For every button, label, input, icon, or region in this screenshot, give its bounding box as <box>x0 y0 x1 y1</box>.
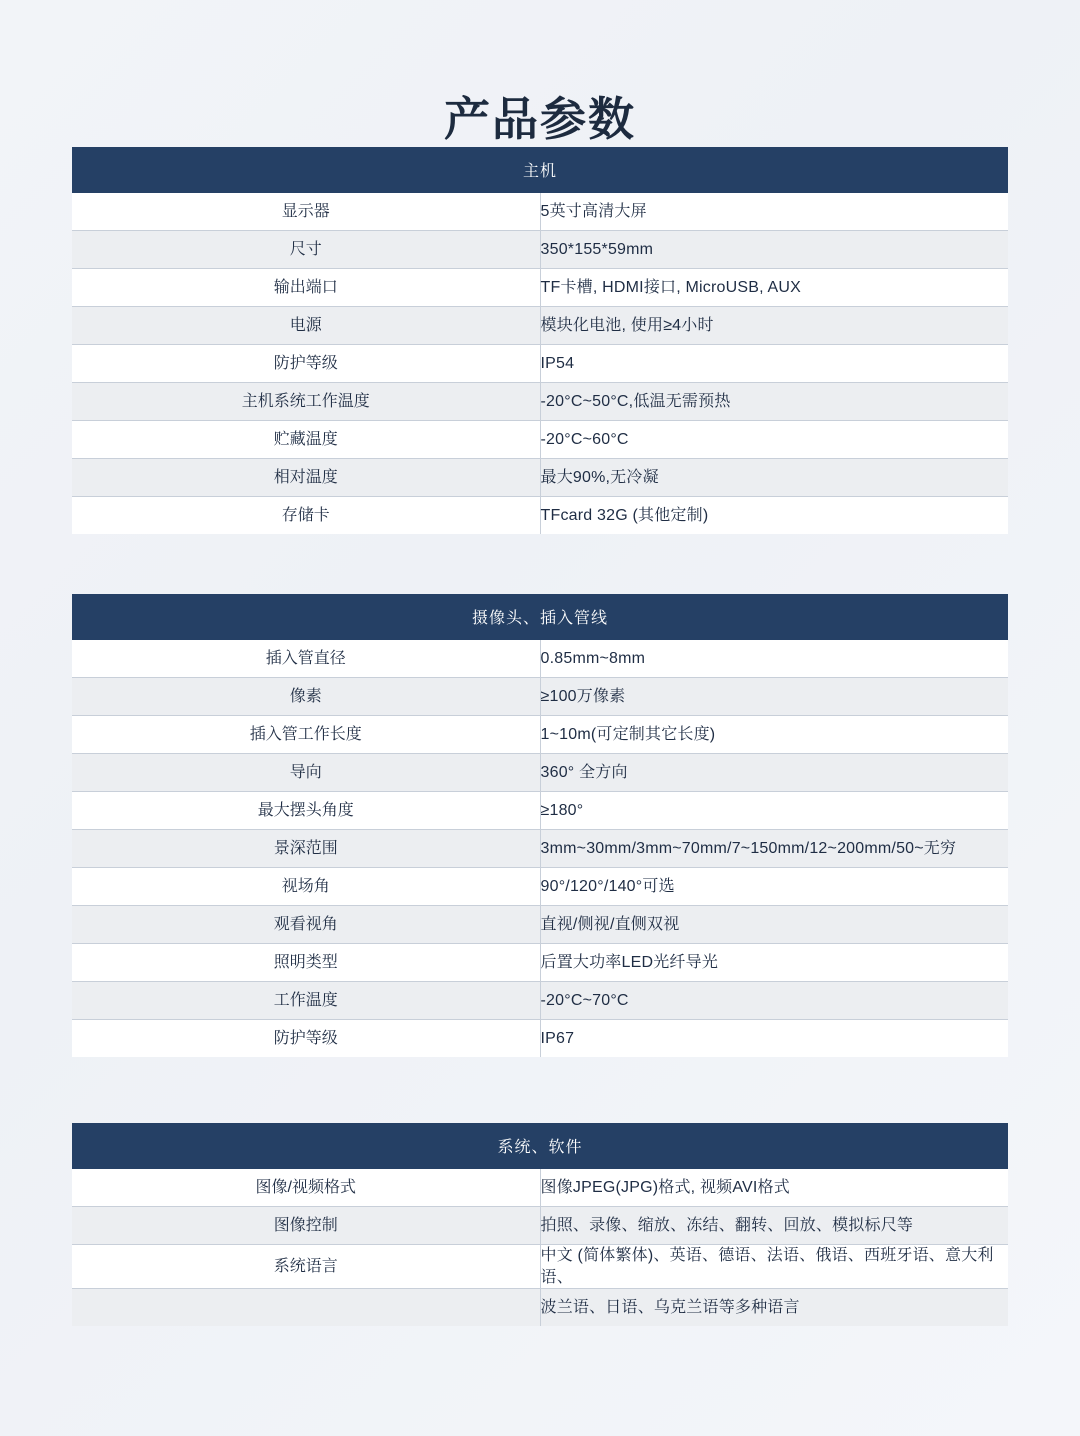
table-row <box>72 1289 1008 1327</box>
row-label: 电源 <box>72 307 540 345</box>
table-row <box>72 640 1008 678</box>
row-value: IP67 <box>540 1020 1008 1058</box>
row-value: 3mm~30mm/3mm~70mm/7~150mm/12~200mm/50~无穷 <box>540 830 1008 868</box>
row-label: 存储卡 <box>72 497 540 535</box>
row-value: 波兰语、日语、乌克兰语等多种语言 <box>540 1289 1008 1327</box>
row-value: ≥180° <box>540 792 1008 830</box>
row-label: 主机系统工作温度 <box>72 383 540 421</box>
row-label: 最大摆头角度 <box>72 792 540 830</box>
row-value: 5英寸高清大屏 <box>540 193 1008 231</box>
row-value: -20°C~70°C <box>540 982 1008 1020</box>
row-label: 照明类型 <box>72 944 540 982</box>
row-value: -20°C~50°C,低温无需预热 <box>540 383 1008 421</box>
row-value: 360° 全方向 <box>540 754 1008 792</box>
row-label: 尺寸 <box>72 231 540 269</box>
row-label: 贮藏温度 <box>72 421 540 459</box>
row-value: ≥100万像素 <box>540 678 1008 716</box>
row-value: 拍照、录像、缩放、冻结、翻转、回放、模拟标尺等 <box>540 1207 1008 1245</box>
spec-table-host <box>72 147 1008 534</box>
table-row <box>72 269 1008 307</box>
table-row <box>72 383 1008 421</box>
row-value: TF卡槽, HDMI接口, MicroUSB, AUX <box>540 269 1008 307</box>
table-row <box>72 982 1008 1020</box>
table-row <box>72 459 1008 497</box>
table-row <box>72 944 1008 982</box>
table-row <box>72 193 1008 231</box>
row-value: 最大90%,无冷凝 <box>540 459 1008 497</box>
section-header-row <box>72 1123 1008 1169</box>
row-value: 0.85mm~8mm <box>540 640 1008 678</box>
row-value: 后置大功率LED光纤导光 <box>540 944 1008 982</box>
row-label: 视场角 <box>72 868 540 906</box>
table-row <box>72 1020 1008 1058</box>
row-value: -20°C~60°C <box>540 421 1008 459</box>
row-value: 350*155*59mm <box>540 231 1008 269</box>
spec-table-camera <box>72 594 1008 1057</box>
row-label: 工作温度 <box>72 982 540 1020</box>
row-label: 景深范围 <box>72 830 540 868</box>
table-row <box>72 678 1008 716</box>
row-label: 图像/视频格式 <box>72 1169 540 1207</box>
row-label: 插入管工作长度 <box>72 716 540 754</box>
row-value: 图像JPEG(JPG)格式, 视频AVI格式 <box>540 1169 1008 1207</box>
row-label: 防护等级 <box>72 1020 540 1058</box>
section-header-label: 主机 <box>72 147 1008 193</box>
row-label: 输出端口 <box>72 269 540 307</box>
row-label: 插入管直径 <box>72 640 540 678</box>
table-row <box>72 830 1008 868</box>
row-label <box>72 1289 540 1327</box>
section-header-label: 系统、软件 <box>72 1123 1008 1169</box>
row-value: 90°/120°/140°可选 <box>540 868 1008 906</box>
spec-table-system <box>72 1123 1008 1326</box>
page-title: 产品参数 <box>444 93 636 145</box>
row-label: 系统语言 <box>72 1245 540 1289</box>
row-label: 导向 <box>72 754 540 792</box>
row-label: 图像控制 <box>72 1207 540 1245</box>
row-label: 观看视角 <box>72 906 540 944</box>
row-value: 模块化电池, 使用≥4小时 <box>540 307 1008 345</box>
table-row <box>72 792 1008 830</box>
section-header-row <box>72 147 1008 193</box>
bottom-spacer <box>0 1326 1080 1436</box>
table-row <box>72 1169 1008 1207</box>
row-value: TFcard 32G (其他定制) <box>540 497 1008 535</box>
table-row <box>72 1207 1008 1245</box>
table-row <box>72 868 1008 906</box>
spec-tables-container <box>0 147 1080 1326</box>
section-header-row <box>72 594 1008 640</box>
row-label: 相对温度 <box>72 459 540 497</box>
row-value: 中文 (简体繁体)、英语、德语、法语、俄语、西班牙语、意大利语、 <box>540 1245 1008 1289</box>
table-row <box>72 345 1008 383</box>
row-value: 直视/侧视/直侧双视 <box>540 906 1008 944</box>
row-label: 像素 <box>72 678 540 716</box>
table-row <box>72 307 1008 345</box>
table-row <box>72 1245 1008 1289</box>
section-header-label: 摄像头、插入管线 <box>72 594 1008 640</box>
table-row <box>72 716 1008 754</box>
row-value: IP54 <box>540 345 1008 383</box>
table-row <box>72 497 1008 535</box>
table-row <box>72 754 1008 792</box>
table-row <box>72 906 1008 944</box>
table-row <box>72 421 1008 459</box>
table-row <box>72 231 1008 269</box>
row-value: 1~10m(可定制其它长度) <box>540 716 1008 754</box>
row-label: 显示器 <box>72 193 540 231</box>
row-label: 防护等级 <box>72 345 540 383</box>
